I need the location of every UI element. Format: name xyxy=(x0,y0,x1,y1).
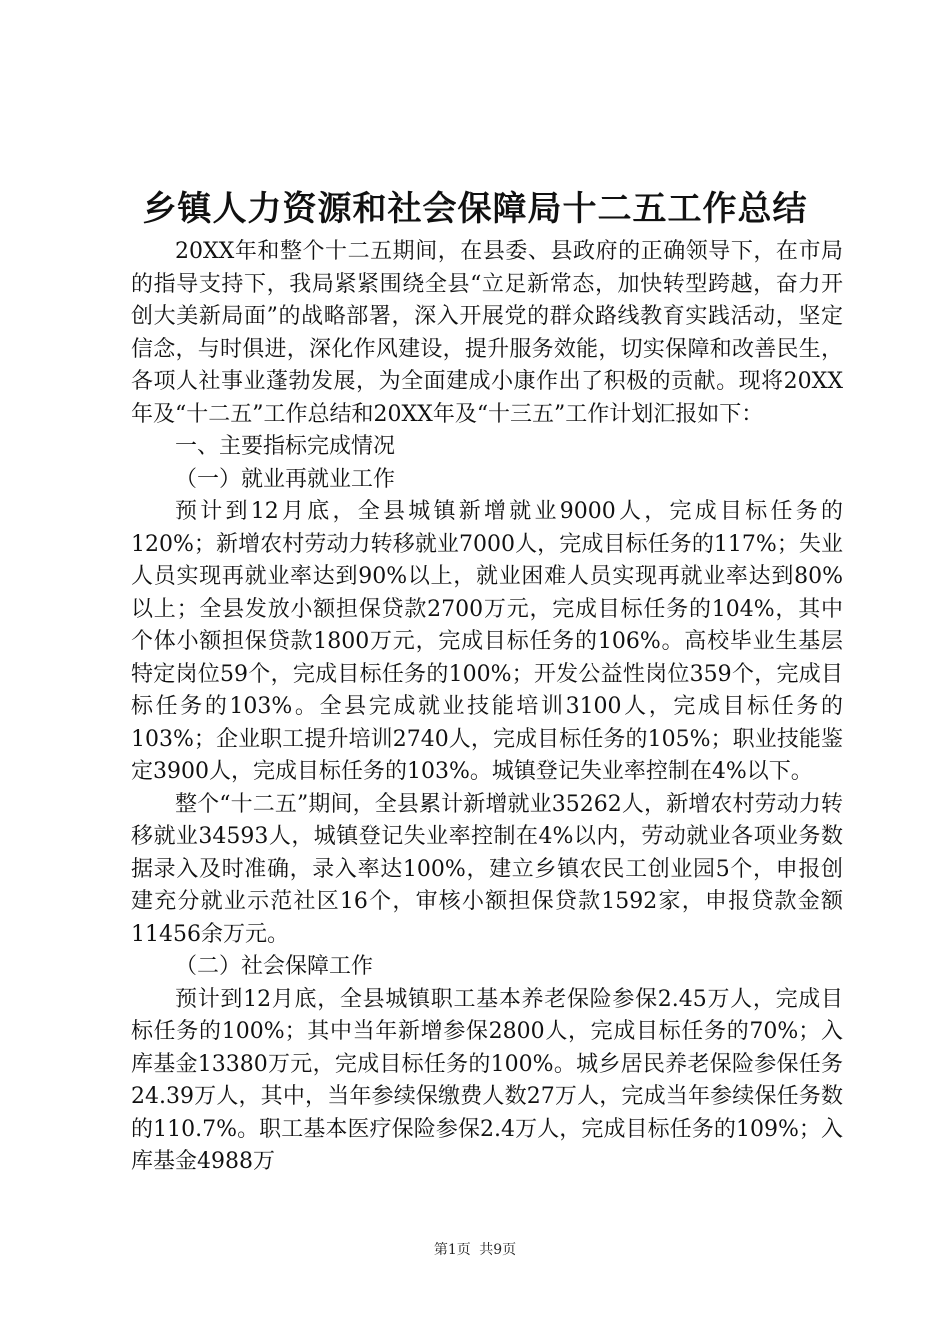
paragraph-intro: 20XX年和整个十二五期间，在县委、县政府的正确领导下，在市局的指导支持下，我局紧紧围绕全县“立足新常态，加快转型跨越，奋力开创大美新局面”的战略部署，深入开展党的群众路线教育实践活动，坚定信念，与时俱进，深化作风建设，提升服务效能，切实保障和改善民生，各项人社事业蓬勃发展，为全面建成小康作出了积极的贡献。现将20XX年及“十二五”工作总结和20XX年及“十三五”工作计划汇报如下： xyxy=(131,239,843,427)
paragraph-social-security: 预计到12月底，全县城镇职工基本养老保险参保2.45万人，完成目标任务的100%；其中当年新增参保2800人，完成目标任务的70%；入库基金13380万元，完成目标任务的100%。城乡居民养老保险参保任务24.39万人，其中，当年参续保缴费人数27万人，完成当年参续保任务数的110.7%。职工基本医疗保险参保2.4万人，完成目标任务的109%；入库基金4988万 xyxy=(131,986,843,1174)
page-footer xyxy=(0,1240,950,1260)
page-number: 第1页 xyxy=(433,1242,471,1258)
document-body xyxy=(131,236,843,1179)
document-title: 乡镇人力资源和社会保障局十二五工作总结 xyxy=(142,189,808,229)
subsection-heading-social-security: （二）社会保障工作 xyxy=(175,954,374,979)
paragraph-employment-2015: 预计到12月底，全县城镇新增就业9000人，完成目标任务的120%；新增农村劳动力转移就业7000人，完成目标任务的117%；失业人员实现再就业率达到90%以上，就业困难人员实现再就业率达到80%以上；全县发放小额担保贷款2700万元，完成目标任务的104%，其中个体小额担保贷款1800万元，完成目标任务的106%。高校毕业生基层特定岗位59个，完成目标任务的100%；开发公益性岗位359个，完成目标任务的103%。全县完成就业技能培训3100人，完成目标任务的103%；企业职工提升培训2740人，完成目标任务的105%；职业技能鉴定3900人，完成目标任务的103%。城镇登记失业率控制在4%以下。 xyxy=(131,499,843,784)
subsection-heading-employment: （一）就业再就业工作 xyxy=(175,466,396,492)
page-total: 共9页 xyxy=(479,1242,517,1258)
section-heading-main-indicators: 一、主要指标完成情况 xyxy=(175,434,396,459)
paragraph-employment-12th-plan: 整个“十二五”期间，全县累计新增就业35262人，新增农村劳动力转移就业34593人，城镇登记失业率控制在4%以内，劳动就业各项业务数据录入及时准确，录入率达100%，建立乡镇农民工创业园5个，申报创建充分就业示范社区16个，审核小额担保贷款1592家，申报贷款金额11456余万元。 xyxy=(131,791,843,947)
